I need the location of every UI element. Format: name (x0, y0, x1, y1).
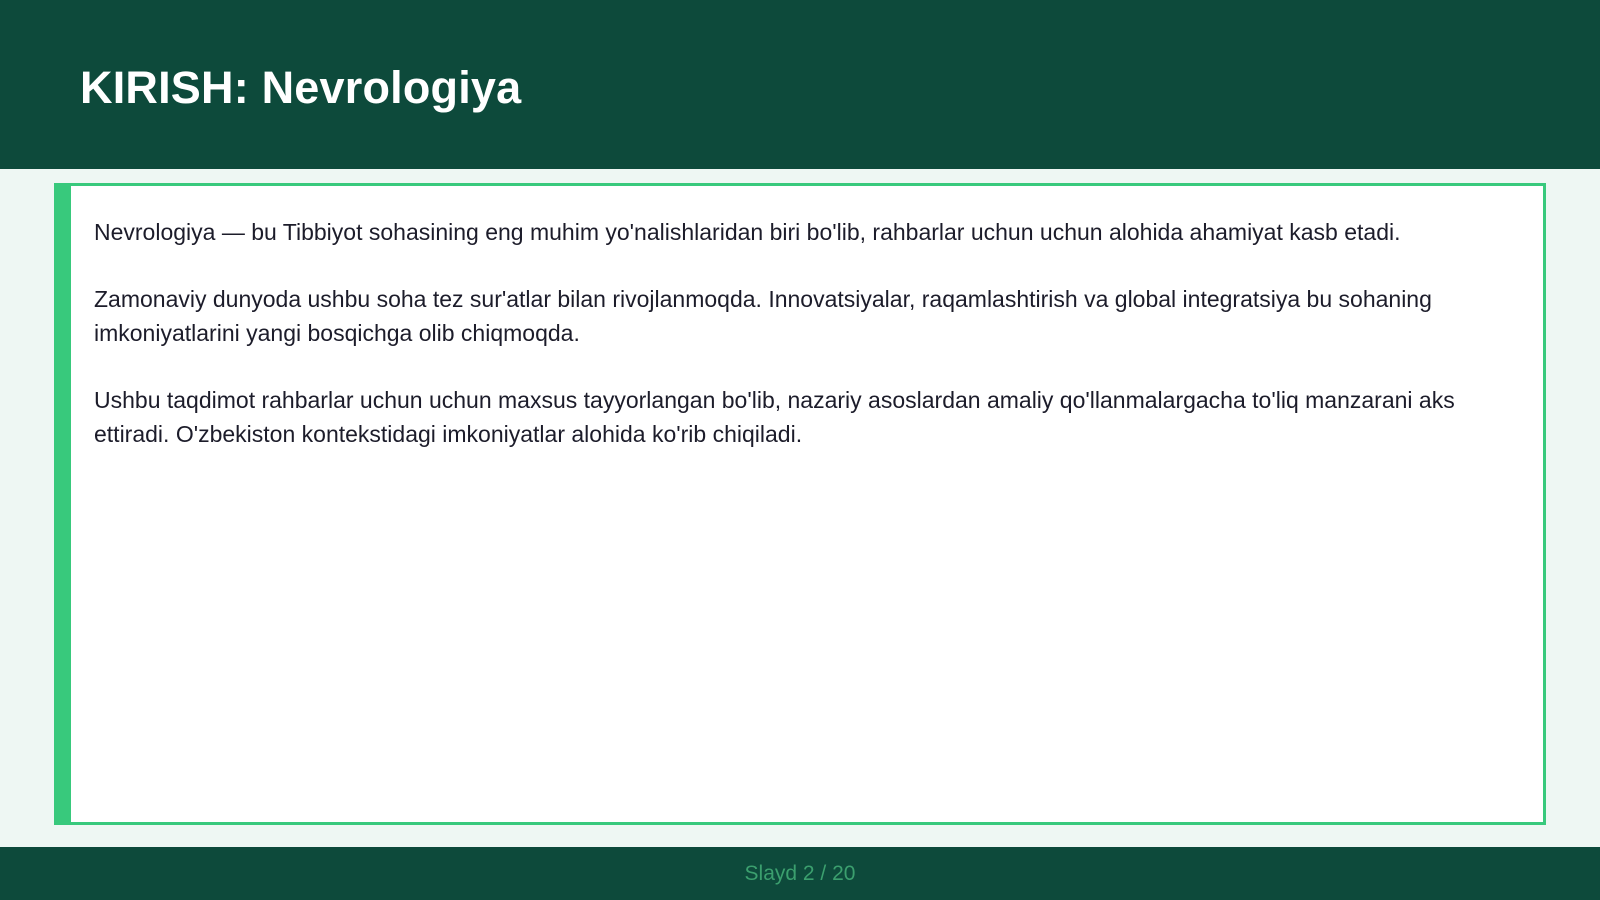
paragraph-intro: Nevrologiya — bu Tibbiyot sohasining eng muhim yo'nalishlaridan biri bo'lib, rahbarlar uchun uchun alohida ahamiyat kasb etadi. (94, 219, 1401, 245)
content-body (94, 215, 1504, 484)
paragraph-presentation-scope: Ushbu taqdimot rahbarlar uchun uchun maxsus tayyorlangan bo'lib, nazariy asoslardan amaliy qo'llanmalargacha to'liq manzarani aks ettiradi. O'zbekiston kontekstidagi imkoniyatlar alohida ko'rib chiqiladi. (94, 387, 1455, 447)
slide-counter: Slayd 2 / 20 (744, 862, 856, 885)
paragraph-modern-world: Zamonaviy dunyoda ushbu soha tez sur'atlar bilan rivojlanmoqda. Innovatsiyalar, raqamlashtirish va global integratsiya bu sohaning imkoniyatlarini yangi bosqichga olib chiqmoqda. (94, 286, 1432, 346)
slide-title: KIRISH: Nevrologiya (80, 62, 522, 113)
slide-header (0, 0, 1600, 169)
slide-footer (0, 847, 1600, 900)
